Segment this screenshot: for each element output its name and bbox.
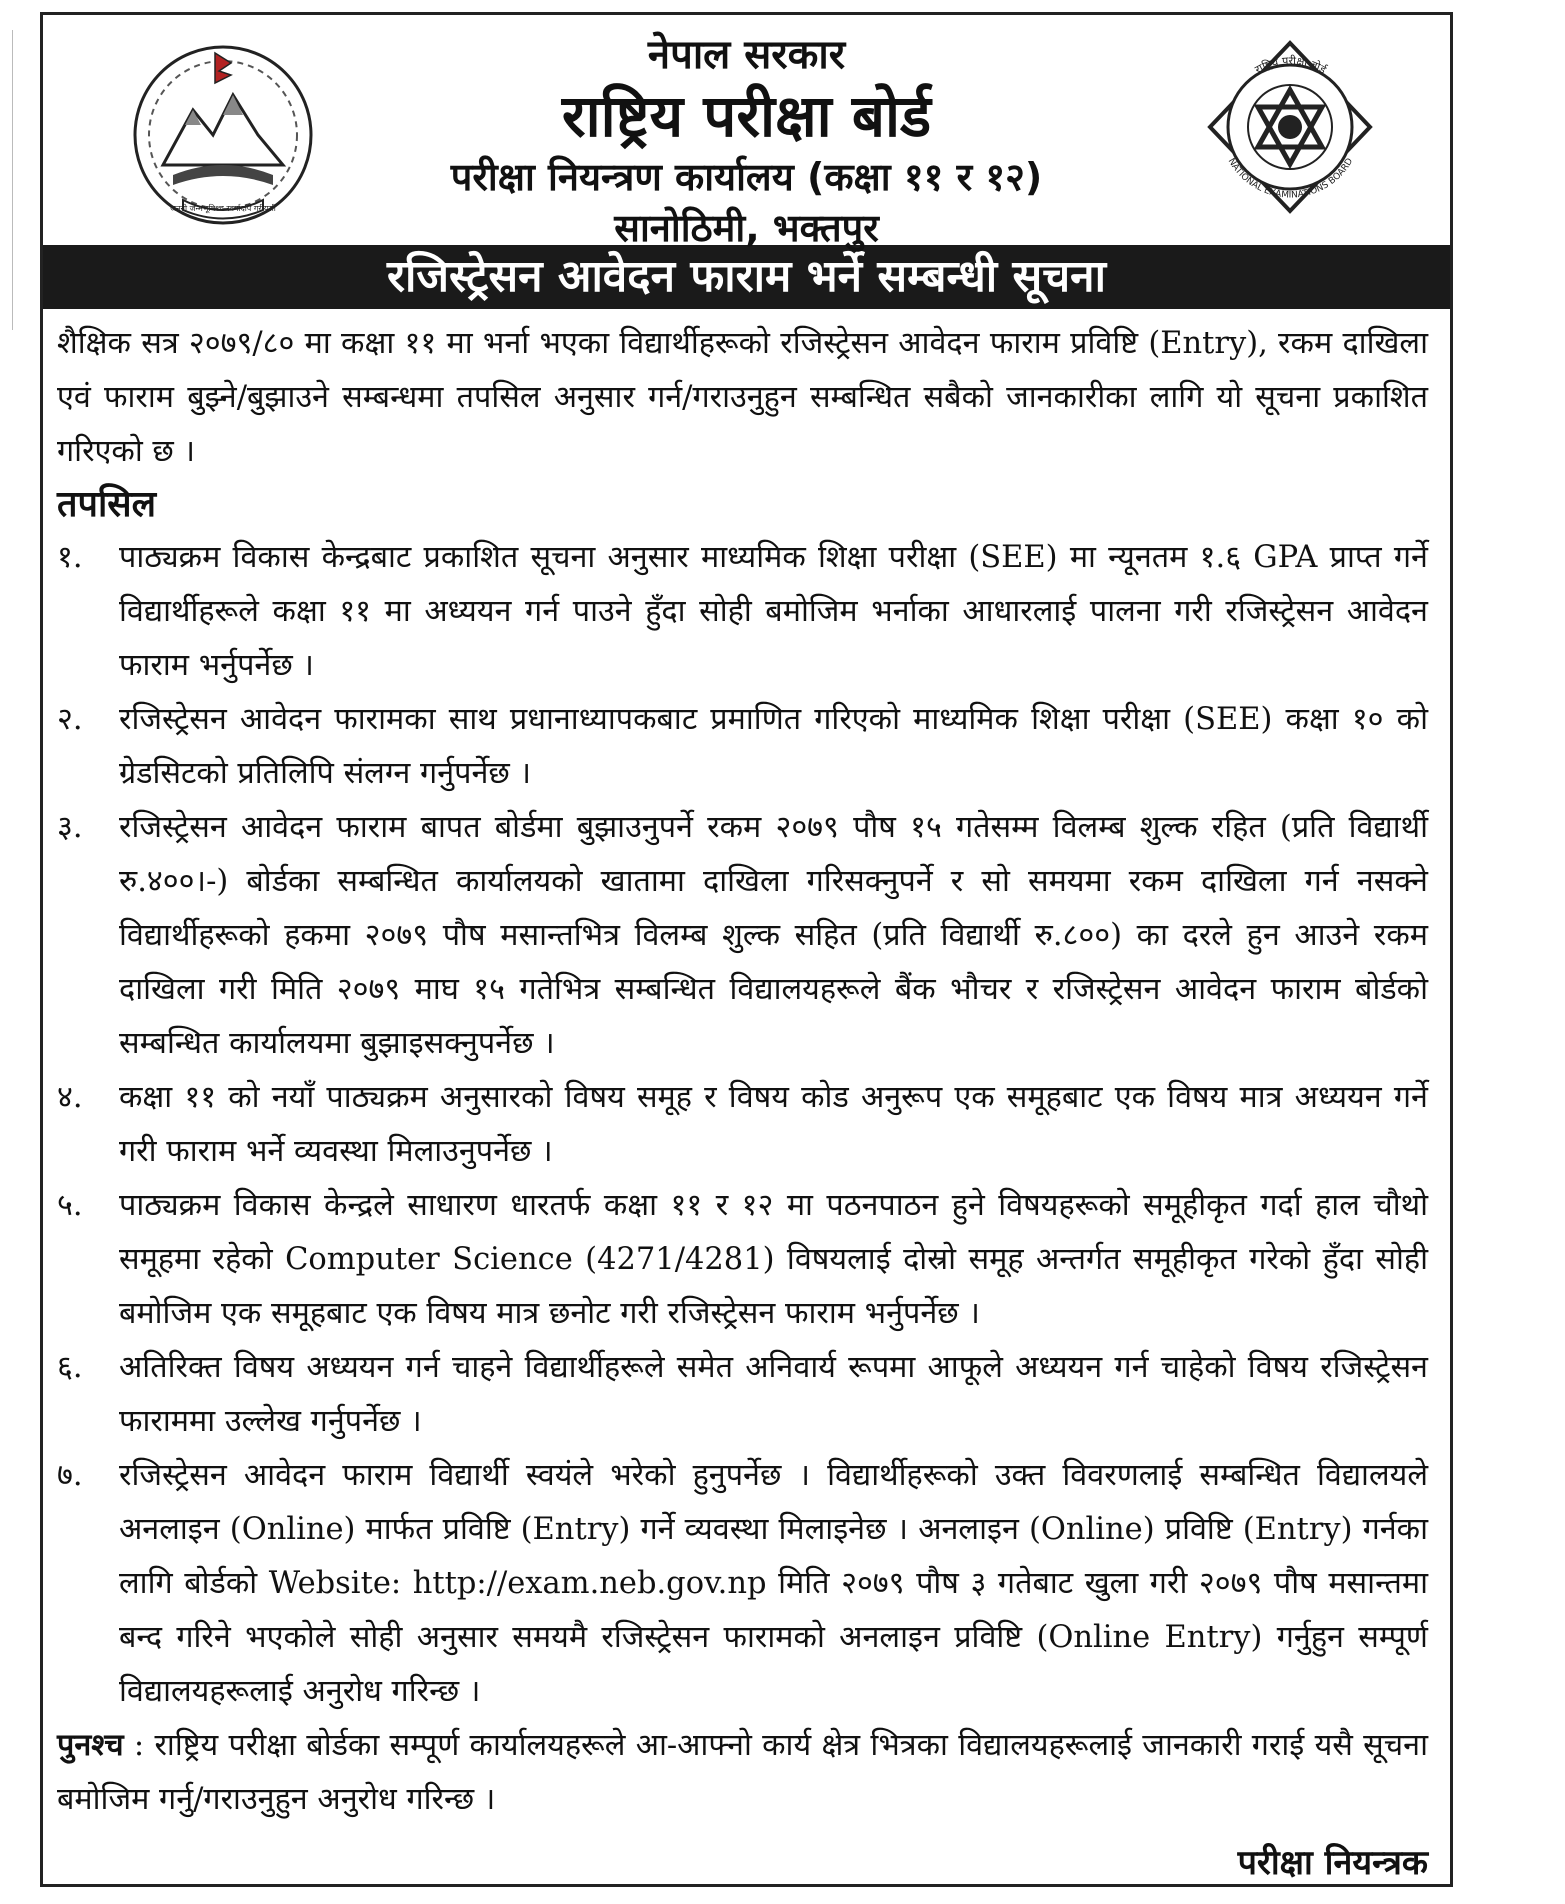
item-text: रजिस्ट्रेसन आवेदन फारामका साथ प्रधानाध्यापकबाट प्रमाणित गरिएको माध्यमिक शिक्षा परीक्षा (SEE) कक्षा १० को ग्रेडसिटको प्रतिलिपि संलग्न गर्नुपर्नेछ । bbox=[119, 702, 1428, 791]
item-text: अतिरिक्त विषय अध्ययन गर्न चाहने विद्यार्थीहरूले समेत अनिवार्य रूपमा आफूले अध्ययन गर्न चाहेको विषय रजिस्ट्रेसन फाराममा उल्लेख गर्नुपर्नेछ । bbox=[119, 1350, 1428, 1439]
notice-title-banner: रजिस्ट्रेसन आवेदन फाराम भर्ने सम्बन्धी सूचना bbox=[43, 245, 1450, 309]
notice-header bbox=[43, 15, 1450, 250]
item-number: ६. bbox=[57, 1350, 83, 1385]
list-item bbox=[57, 693, 1428, 801]
list-item bbox=[57, 801, 1428, 1071]
postscript bbox=[57, 1719, 1428, 1827]
postscript-text: : राष्ट्रिय परीक्षा बोर्डका सम्पूर्ण कार्यालयहरूले आ-आफ्नो कार्य क्षेत्र भित्रका विद्यालयहरूलाई जानकारी गराई यसै सूचना बमोजिम गर्नु/गराउनुहुन अनुरोध गरिन्छ । bbox=[57, 1728, 1428, 1817]
logo-top-text: राष्ट्रिय परीक्षा बोर्ड bbox=[1252, 54, 1329, 77]
item-text: रजिस्ट्रेसन आवेदन फाराम बापत बोर्डमा बुझाउनुपर्ने रकम २०७९ पौष १५ गतेसम्म विलम्ब शुल्क रहित (प्रति विद्यार्थी रु.४००।-) बोर्डका सम्बन्धित कार्यालयको खातामा दाखिला गरिसक्नुपर्ने र सो समयमा रकम दाखिला गर्न नसक्ने विद्यार्थीहरूको हकमा २०७९ पौष मसान्तभित्र विलम्ब शुल्क सहित (प्रति विद्यार्थी रु.८००) का दरले हुन आउने रकम दाखिला गरी मिति २०७९ माघ १५ गतेभित्र सम्बन्धित विद्यालयहरूले बैंक भौचर र रजिस्ट्रेसन आवेदन फाराम बोर्डको सम्बन्धित कार्यालयमा बुझाइसक्नुपर्नेछ । bbox=[119, 810, 1428, 1061]
list-item bbox=[57, 1341, 1428, 1449]
government-name: नेपाल सरकार bbox=[647, 32, 846, 78]
board-name: राष्ट्रिय परीक्षा बोर्ड bbox=[561, 82, 932, 150]
notice-body bbox=[43, 309, 1450, 1893]
item-text: पाठ्यक्रम विकास केन्द्रबाट प्रकाशित सूचना अनुसार माध्यमिक शिक्षा परीक्षा (SEE) मा न्यूनतम १.६ GPA प्राप्त गर्ने विद्यार्थीहरूले कक्षा ११ मा अध्ययन गर्न पाउने हुँदा सोही बमोजिम भर्नाका आधारलाई पालना गरी रजिस्ट्रेसन आवेदन फाराम भर्नुपर्नेछ । bbox=[119, 540, 1428, 683]
item-number: ७. bbox=[57, 1458, 83, 1493]
office-name: परीक्षा नियन्त्रण कार्यालय (कक्षा ११ र १२) bbox=[450, 155, 1043, 199]
page-edge-mark bbox=[0, 30, 13, 330]
emblem-motto: जननी जन्मभूमिश्च स्वर्गादपि गरीयसी bbox=[170, 204, 276, 213]
item-number: ५. bbox=[57, 1188, 83, 1223]
signature: परीक्षा नियन्त्रक bbox=[1237, 1843, 1428, 1883]
list-item bbox=[57, 1179, 1428, 1341]
item-number: ४. bbox=[57, 1080, 83, 1115]
intro-paragraph: शैक्षिक सत्र २०७९/८० मा कक्षा ११ मा भर्ना भएका विद्यार्थीहरूको रजिस्ट्रेसन आवेदन फाराम प्रविष्टि (Entry), रकम दाखिला एवं फाराम बुझ्ने/बुझाउने सम्बन्धमा तपसिल अनुसार गर्न/गराउनुहुन सम्बन्धित सबैको जानकारीका लागि यो सूचना प्रकाशित गरिएको छ । bbox=[57, 326, 1428, 469]
item-number: ३. bbox=[57, 810, 83, 845]
item-text: रजिस्ट्रेसन आवेदन फाराम विद्यार्थी स्वयंले भरेको हुनुपर्नेछ । विद्यार्थीहरूको उक्त विवरणलाई सम्बन्धित विद्यालयले अनलाइन (Online) मार्फत प्रविष्टि (Entry) गर्ने व्यवस्था मिलाइनेछ । अनलाइन (Online) प्रविष्टि (Entry) गर्नका लागि बोर्डको Website: http://exam.neb.gov.np मिति २०७९ पौष ३ गतेबाट खुला गरी २०७९ पौष मसान्तमा बन्द गरिने भएकोले सोही अनुसार समयमै रजिस्ट्रेसन फारामको अनलाइन प्रविष्टि (Online Entry) गर्नुहुन सम्पूर्ण विद्यालयहरूलाई अनुरोध गरिन्छ । bbox=[119, 1458, 1428, 1709]
postscript-label: पुनश्च bbox=[57, 1728, 124, 1763]
item-number: २. bbox=[57, 702, 83, 737]
section-heading: तपसिल bbox=[57, 484, 157, 525]
nepal-emblem-icon bbox=[123, 35, 323, 235]
office-location: सानोठिमी, भक्तपुर bbox=[614, 206, 879, 250]
notice-frame bbox=[40, 12, 1453, 1887]
item-text: पाठ्यक्रम विकास केन्द्रले साधारण धारतर्फ कक्षा ११ र १२ मा पठनपाठन हुने विषयहरूको समूहीकृत गर्दा हाल चौथो समूहमा रहेको Computer Science (4271/4281) विषयलाई दोस्रो समूह अन्तर्गत समूहीकृत गरेको हुँदा सोही बमोजिम एक समूहबाट एक विषय मात्र छनोट गरी रजिस्ट्रेसन फाराम भर्नुपर्नेछ । bbox=[119, 1188, 1428, 1331]
neb-logo-icon bbox=[1198, 35, 1383, 220]
item-number: १. bbox=[57, 540, 83, 575]
list-item bbox=[57, 531, 1428, 693]
item-text: कक्षा ११ को नयाँ पाठ्यक्रम अनुसारको विषय समूह र विषय कोड अनुरूप एक समूहबाट एक विषय मात्र अध्ययन गर्ने गरी फाराम भर्ने व्यवस्था मिलाउनुपर्नेछ । bbox=[119, 1080, 1428, 1169]
list-item bbox=[57, 1071, 1428, 1179]
header-text-block bbox=[343, 29, 1150, 253]
list-item bbox=[57, 1449, 1428, 1719]
logo-bottom-text: NATIONAL EXAMINATIONS BOARD bbox=[1225, 156, 1356, 201]
